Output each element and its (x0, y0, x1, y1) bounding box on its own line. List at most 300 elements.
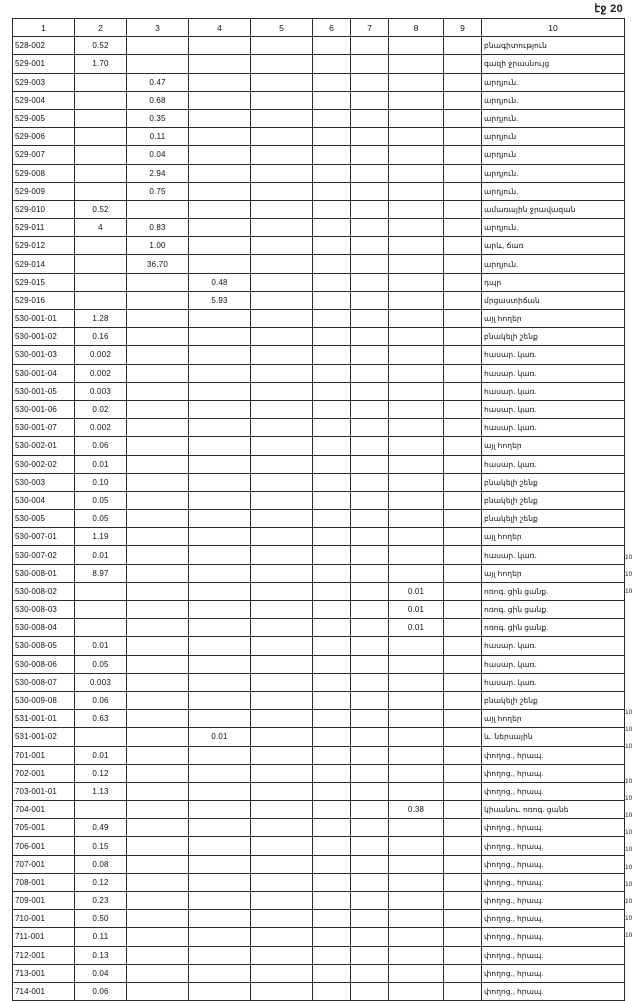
cell-value-6 (313, 55, 351, 73)
cell-value-5 (251, 946, 313, 964)
cell-description: արդյուն. (482, 219, 625, 237)
cell-value-5 (251, 764, 313, 782)
cell-value-9 (444, 910, 482, 928)
cell-value-5 (251, 291, 313, 309)
cell-value-5 (251, 37, 313, 55)
table-row (13, 419, 625, 437)
cell-value-3 (127, 37, 189, 55)
cell-value-5 (251, 491, 313, 509)
cell-description: արդյուն (482, 128, 625, 146)
table-row (13, 310, 625, 328)
cell-value-9 (444, 164, 482, 182)
cell-description: և. ներսային (482, 728, 625, 746)
cell-value-4 (189, 419, 251, 437)
cell-value-6 (313, 219, 351, 237)
cell-value-9 (444, 637, 482, 655)
cell-value-8 (389, 528, 444, 546)
cell-code: 530-001-02 (13, 328, 75, 346)
cell-value-5 (251, 273, 313, 291)
table-row (13, 746, 625, 764)
cell-value-8: 0.01 (389, 582, 444, 600)
cell-value-6 (313, 146, 351, 164)
table-row (13, 764, 625, 782)
cell-value-2: 0.08 (75, 855, 127, 873)
cell-description: այլ հողեր (482, 564, 625, 582)
cell-value-3 (127, 310, 189, 328)
cell-code: 530-005 (13, 510, 75, 528)
cell-value-2: 0.13 (75, 946, 127, 964)
cell-value-5 (251, 128, 313, 146)
table-row (13, 782, 625, 800)
cell-value-6 (313, 382, 351, 400)
cell-value-3 (127, 728, 189, 746)
cell-value-3 (127, 455, 189, 473)
cell-value-7 (351, 164, 389, 182)
cell-value-3 (127, 528, 189, 546)
cell-value-7 (351, 564, 389, 582)
cell-value-3 (127, 55, 189, 73)
cell-code: 709-001 (13, 892, 75, 910)
cell-value-5 (251, 928, 313, 946)
cell-value-8 (389, 473, 444, 491)
cell-value-9 (444, 892, 482, 910)
cell-code: 701-001 (13, 746, 75, 764)
cell-value-7 (351, 528, 389, 546)
cell-value-8 (389, 655, 444, 673)
page-label: էջ 20 (594, 3, 623, 15)
cell-value-8 (389, 237, 444, 255)
table-body (13, 37, 625, 1001)
cell-code: 530-001-05 (13, 382, 75, 400)
cell-value-5 (251, 400, 313, 418)
cell-value-5 (251, 237, 313, 255)
table-row (13, 146, 625, 164)
cell-value-8 (389, 146, 444, 164)
row-margin-note: 10 (625, 588, 633, 596)
cell-value-4 (189, 437, 251, 455)
cell-value-3 (127, 837, 189, 855)
table-row (13, 801, 625, 819)
cell-value-4 (189, 200, 251, 218)
cell-value-3 (127, 364, 189, 382)
cell-value-6 (313, 782, 351, 800)
cell-value-8 (389, 710, 444, 728)
cell-value-6 (313, 637, 351, 655)
cell-value-4 (189, 473, 251, 491)
cell-value-3 (127, 964, 189, 982)
row-margin-note: 10 (625, 932, 633, 940)
cell-value-8 (389, 746, 444, 764)
col-header-5: 5 (251, 19, 313, 37)
table-row (13, 819, 625, 837)
cell-value-5 (251, 964, 313, 982)
cell-value-5 (251, 109, 313, 127)
cell-code: 714-001 (13, 982, 75, 1000)
cell-code: 531-001-02 (13, 728, 75, 746)
cell-description: այլ հողեր (482, 528, 625, 546)
cell-value-7 (351, 109, 389, 127)
cell-value-4 (189, 582, 251, 600)
cell-value-9 (444, 382, 482, 400)
cell-value-4 (189, 691, 251, 709)
cell-value-4 (189, 855, 251, 873)
cell-value-3 (127, 855, 189, 873)
table-row (13, 91, 625, 109)
cell-code: 530-008-04 (13, 619, 75, 637)
cell-value-2 (75, 73, 127, 91)
cell-value-7 (351, 764, 389, 782)
cell-code: 530-008-05 (13, 637, 75, 655)
cell-description: բնակելի շենք (482, 510, 625, 528)
cell-code: 530-008-02 (13, 582, 75, 600)
cell-value-2 (75, 182, 127, 200)
cell-value-6 (313, 801, 351, 819)
cell-value-2 (75, 601, 127, 619)
cell-code: 530-002-01 (13, 437, 75, 455)
cell-description: ոռոգ. ցին ցանք. (482, 601, 625, 619)
cell-value-8 (389, 691, 444, 709)
cell-value-6 (313, 619, 351, 637)
cell-value-2: 0.06 (75, 437, 127, 455)
cell-value-7 (351, 346, 389, 364)
table-row (13, 128, 625, 146)
cell-value-4 (189, 637, 251, 655)
cell-description: ոռոգ. ցին ցանք. (482, 619, 625, 637)
cell-value-3 (127, 473, 189, 491)
cell-value-5 (251, 710, 313, 728)
cell-description: արդյուն. (482, 109, 625, 127)
cell-value-8 (389, 946, 444, 964)
cell-value-5 (251, 837, 313, 855)
cell-value-9 (444, 855, 482, 873)
cell-value-7 (351, 819, 389, 837)
cell-value-9 (444, 710, 482, 728)
cell-value-9 (444, 655, 482, 673)
cell-value-9 (444, 400, 482, 418)
cell-value-7 (351, 237, 389, 255)
table-row (13, 910, 625, 928)
col-header-8: 8 (389, 19, 444, 37)
cell-value-8 (389, 546, 444, 564)
cell-value-6 (313, 855, 351, 873)
cell-value-4 (189, 564, 251, 582)
cell-value-2: 0.10 (75, 473, 127, 491)
row-margin-note: 10 (625, 829, 633, 837)
cell-value-4 (189, 37, 251, 55)
cell-value-3 (127, 710, 189, 728)
cell-value-6 (313, 473, 351, 491)
cell-code: 530-001-03 (13, 346, 75, 364)
cell-value-9 (444, 746, 482, 764)
cell-description: փողոց., հրապ. (482, 819, 625, 837)
cell-value-5 (251, 691, 313, 709)
cell-value-9 (444, 37, 482, 55)
cell-value-4 (189, 910, 251, 928)
table-row (13, 528, 625, 546)
table-row (13, 564, 625, 582)
cell-value-8 (389, 491, 444, 509)
cell-value-6 (313, 255, 351, 273)
cell-code: 530-009-08 (13, 691, 75, 709)
cell-value-4: 5.93 (189, 291, 251, 309)
cell-code: 713-001 (13, 964, 75, 982)
cell-value-9 (444, 55, 482, 73)
cell-value-8 (389, 437, 444, 455)
cell-description: բնակելի շենք (482, 691, 625, 709)
cell-code: 530-007-01 (13, 528, 75, 546)
cell-value-9 (444, 200, 482, 218)
cell-value-3: 0.75 (127, 182, 189, 200)
cell-value-9 (444, 255, 482, 273)
cell-value-6 (313, 128, 351, 146)
table-row (13, 237, 625, 255)
table-row (13, 455, 625, 473)
cell-value-7 (351, 801, 389, 819)
cell-value-2: 0.16 (75, 328, 127, 346)
cell-code: 529-011 (13, 219, 75, 237)
table-row (13, 164, 625, 182)
cell-value-9 (444, 128, 482, 146)
cell-value-2: 0.04 (75, 964, 127, 982)
table-row (13, 437, 625, 455)
cell-value-7 (351, 419, 389, 437)
cell-description: փողոց., հրապ. (482, 964, 625, 982)
cell-value-3 (127, 946, 189, 964)
cell-value-9 (444, 182, 482, 200)
cell-value-3 (127, 619, 189, 637)
cell-value-9 (444, 764, 482, 782)
table-row (13, 273, 625, 291)
cell-code: 529-012 (13, 237, 75, 255)
cell-value-8 (389, 964, 444, 982)
cell-value-2: 1.19 (75, 528, 127, 546)
cell-code: 529-005 (13, 109, 75, 127)
cell-value-8 (389, 364, 444, 382)
cell-value-8 (389, 510, 444, 528)
cell-value-5 (251, 619, 313, 637)
cell-code: 702-001 (13, 764, 75, 782)
cell-value-9 (444, 964, 482, 982)
cell-value-3: 0.35 (127, 109, 189, 127)
cell-value-6 (313, 510, 351, 528)
cell-value-3: 0.04 (127, 146, 189, 164)
cell-value-7 (351, 510, 389, 528)
cell-value-5 (251, 655, 313, 673)
cell-value-8 (389, 400, 444, 418)
cell-value-9 (444, 146, 482, 164)
cell-description: փողոց., հրապ. (482, 855, 625, 873)
cell-value-6 (313, 491, 351, 509)
cell-value-6 (313, 437, 351, 455)
cell-value-7 (351, 619, 389, 637)
row-margin-note: 10 (625, 777, 633, 785)
table-row (13, 346, 625, 364)
cell-value-9 (444, 928, 482, 946)
cell-value-2: 0.003 (75, 382, 127, 400)
cell-value-4 (189, 73, 251, 91)
cell-description: հասար. կառ. (482, 673, 625, 691)
table-row (13, 328, 625, 346)
table-row (13, 582, 625, 600)
cell-value-5 (251, 637, 313, 655)
cell-value-7 (351, 200, 389, 218)
cell-value-4 (189, 510, 251, 528)
cell-value-4 (189, 328, 251, 346)
cell-description: հասար. կառ. (482, 382, 625, 400)
cell-value-9 (444, 819, 482, 837)
cell-description: արդյուն. (482, 255, 625, 273)
cell-value-2: 0.12 (75, 764, 127, 782)
cell-description: դպր (482, 273, 625, 291)
cell-value-5 (251, 346, 313, 364)
cell-value-4 (189, 91, 251, 109)
cell-value-6 (313, 400, 351, 418)
cell-description: այլ հողեր (482, 437, 625, 455)
cell-value-2: 1.28 (75, 310, 127, 328)
row-margin-note: 10 (625, 726, 633, 733)
row-margin-note: 10 (625, 708, 633, 716)
cell-value-7 (351, 91, 389, 109)
cell-value-8 (389, 673, 444, 691)
cell-value-2 (75, 728, 127, 746)
table-header (13, 19, 625, 37)
cell-value-7 (351, 546, 389, 564)
cell-value-6 (313, 419, 351, 437)
cell-value-7 (351, 328, 389, 346)
cell-description: հասար. կառ. (482, 364, 625, 382)
cell-value-6 (313, 200, 351, 218)
cell-code: 529-010 (13, 200, 75, 218)
cell-value-6 (313, 37, 351, 55)
cell-value-7 (351, 382, 389, 400)
col-header-2: 2 (75, 19, 127, 37)
cell-value-8 (389, 419, 444, 437)
cell-value-5 (251, 728, 313, 746)
cell-value-5 (251, 455, 313, 473)
cell-value-9 (444, 91, 482, 109)
cell-value-6 (313, 582, 351, 600)
table-row (13, 946, 625, 964)
cell-value-4 (189, 673, 251, 691)
cell-value-6 (313, 691, 351, 709)
cell-value-7 (351, 219, 389, 237)
cell-value-2: 0.002 (75, 419, 127, 437)
cell-value-3: 36.70 (127, 255, 189, 273)
row-margin-note: 10 (625, 794, 633, 802)
cell-code: 529-004 (13, 91, 75, 109)
cell-value-5 (251, 310, 313, 328)
cell-value-4 (189, 364, 251, 382)
cell-value-7 (351, 637, 389, 655)
cell-description: հասար. կառ. (482, 546, 625, 564)
cell-description: այլ հողեր (482, 310, 625, 328)
cell-value-5 (251, 182, 313, 200)
cell-description: փողոց., հրապ. (482, 910, 625, 928)
cell-value-7 (351, 182, 389, 200)
cell-value-2: 1.70 (75, 55, 127, 73)
cell-value-9 (444, 473, 482, 491)
cell-value-5 (251, 910, 313, 928)
cell-value-9 (444, 673, 482, 691)
cell-value-9 (444, 601, 482, 619)
cell-value-2 (75, 128, 127, 146)
cell-value-8 (389, 982, 444, 1000)
cell-code: 529-015 (13, 273, 75, 291)
cell-value-8 (389, 109, 444, 127)
cell-value-9 (444, 782, 482, 800)
cell-value-8 (389, 164, 444, 182)
cell-value-7 (351, 964, 389, 982)
cell-value-6 (313, 837, 351, 855)
cell-value-2: 0.05 (75, 491, 127, 509)
cell-value-9 (444, 837, 482, 855)
cell-value-4 (189, 928, 251, 946)
cell-value-3 (127, 510, 189, 528)
cell-value-5 (251, 219, 313, 237)
cell-description: հասար. կառ. (482, 455, 625, 473)
cell-description: բնագիտություն (482, 37, 625, 55)
cell-value-7 (351, 128, 389, 146)
cell-value-8 (389, 182, 444, 200)
table-row (13, 491, 625, 509)
cell-value-5 (251, 328, 313, 346)
cell-description: փողոց., հրապ. (482, 764, 625, 782)
row-margin-note: 10 (625, 898, 633, 905)
cell-code: 703-001-01 (13, 782, 75, 800)
table-row (13, 710, 625, 728)
cell-value-5 (251, 437, 313, 455)
cell-description: ոռոգ. ցին ցանք. (482, 582, 625, 600)
cell-value-4 (189, 873, 251, 891)
cell-value-7 (351, 655, 389, 673)
cell-code: 705-001 (13, 819, 75, 837)
cell-value-2: 0.05 (75, 655, 127, 673)
cell-value-5 (251, 801, 313, 819)
row-margin-note: 10 (625, 880, 633, 888)
cell-description: հասար. կառ. (482, 637, 625, 655)
cell-value-7 (351, 601, 389, 619)
cell-value-6 (313, 455, 351, 473)
cell-value-8 (389, 564, 444, 582)
cell-value-2: 0.003 (75, 673, 127, 691)
cell-value-3: 1.00 (127, 237, 189, 255)
cell-value-3 (127, 928, 189, 946)
table-row (13, 637, 625, 655)
cell-code: 530-001-06 (13, 400, 75, 418)
cell-code: 530-001-04 (13, 364, 75, 382)
cell-value-6 (313, 528, 351, 546)
cell-value-3 (127, 746, 189, 764)
cell-value-9 (444, 237, 482, 255)
cell-value-2 (75, 146, 127, 164)
cell-value-3 (127, 546, 189, 564)
cell-value-5 (251, 601, 313, 619)
cell-description: բնակելի շենք (482, 473, 625, 491)
cell-value-6 (313, 291, 351, 309)
cell-code: 712-001 (13, 946, 75, 964)
cell-value-7 (351, 837, 389, 855)
cell-value-2 (75, 237, 127, 255)
cell-value-9 (444, 437, 482, 455)
table-row (13, 291, 625, 309)
cell-value-6 (313, 964, 351, 982)
cell-value-6 (313, 601, 351, 619)
row-margin-note: 10 (625, 846, 633, 854)
data-table (12, 18, 625, 1001)
cell-value-6 (313, 746, 351, 764)
cell-value-9 (444, 346, 482, 364)
table-row (13, 673, 625, 691)
